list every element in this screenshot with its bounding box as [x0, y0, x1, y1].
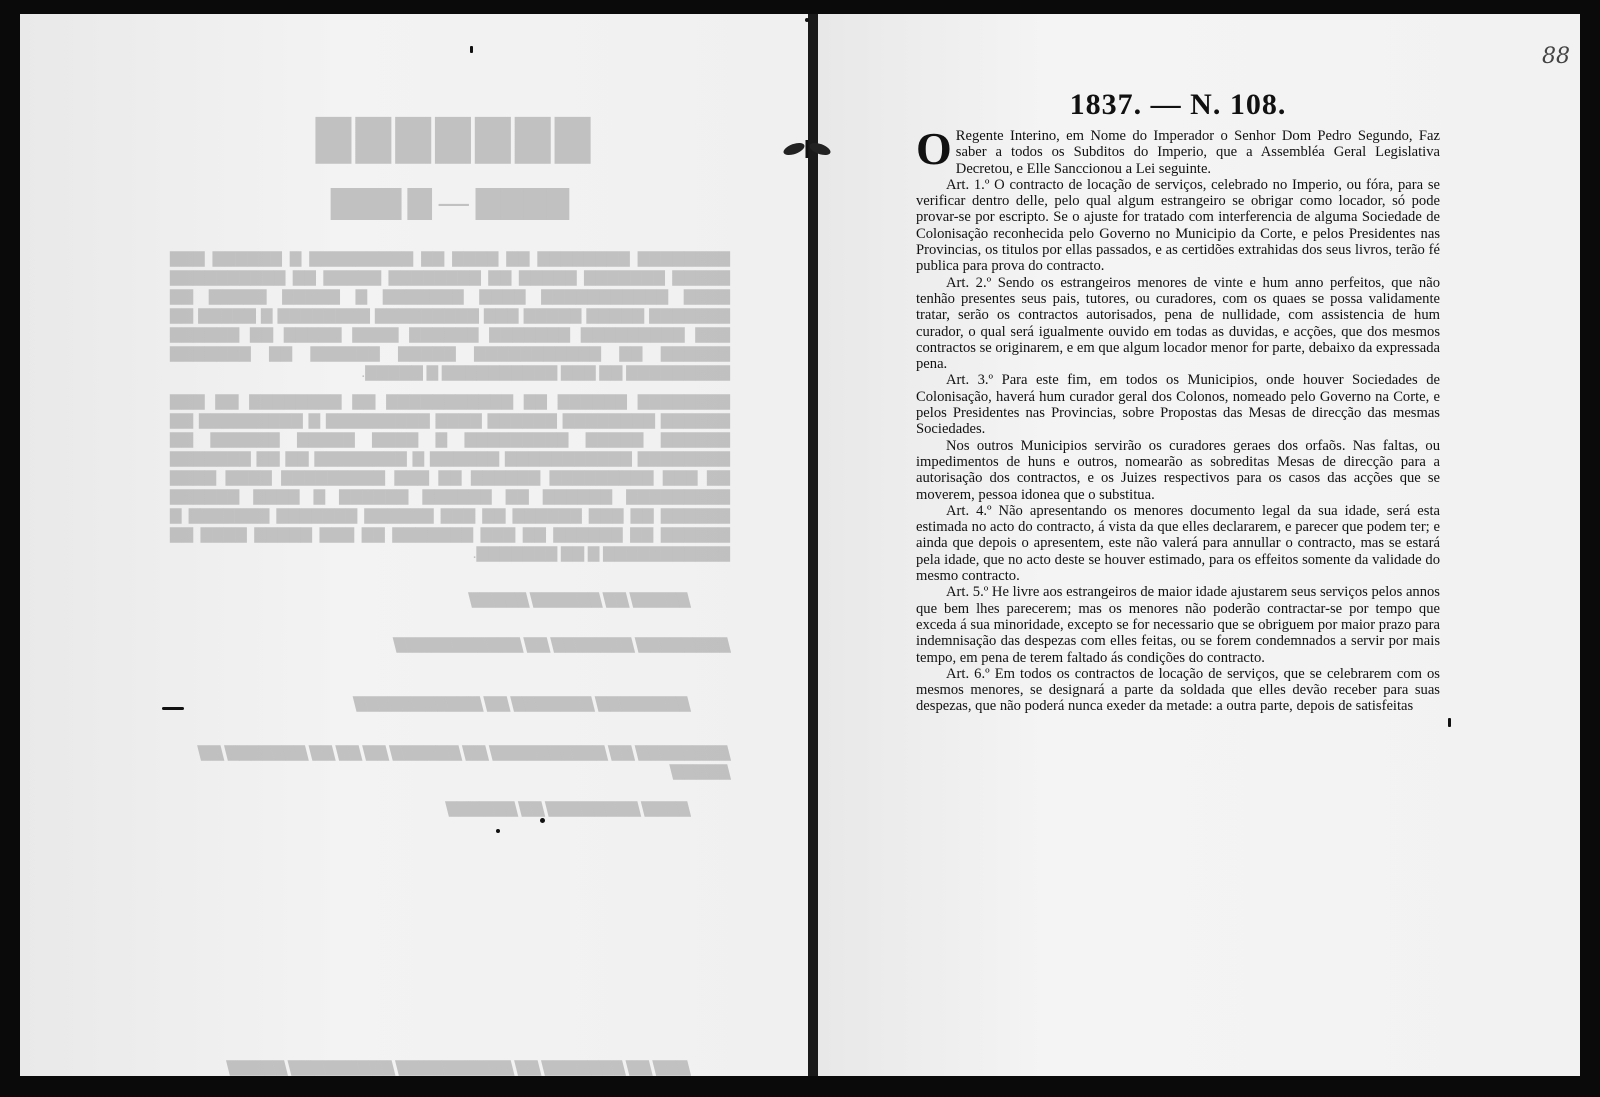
- intro-text: Regente Interino, em Nome do Imperador o Senhor Dom Pedro Segundo, Faz saber a todos os Subditos do Imperio, que a Assembléa Geral Legislativa Decretou, e Elle Sanccionou a Lei seguinte.: [955, 128, 1440, 177]
- ink-speck: [470, 46, 473, 53]
- dropcap-letter: O: [916, 123, 952, 174]
- decree-text: [916, 86, 1440, 715]
- binding-clip-icon: [782, 138, 832, 160]
- ink-speck: [162, 707, 184, 710]
- article-4: Art. 4.º Não apresentando os menores documento legal da sua idade, será esta estimada no acto do contracto, á vista da que elles declararem, e parecer que podem ter; e ainda que depois o apresentem, este não valerá para annullar o contracto, mas se estará pela idade, que no acto deste se houver estimado, para os effeitos somente da validade do mesmo contracto.: [916, 502, 1440, 585]
- bleed-through-text: ▇▇▇▇▇▇▇ ▇▇▇▇ — ▇ ▇▇▇ ▇▇▇▇▇▇▇▇ ▇▇▇▇▇▇▇▇ ▇▇ ▇▇▇▇ ▇▇ ▇▇▇▇▇▇▇▇▇ ▇ ▇▇▇▇▇▇ ▇▇▇ ▇▇▇▇▇ ▇▇▇▇▇▇▇ ▇▇▇▇▇ ▇▇ ▇▇▇▇▇▇▇▇ ▇▇▇▇▇ ▇▇ ▇▇▇▇▇▇▇▇▇▇ ▇▇▇▇ ▇▇▇▇▇▇▇▇▇▇▇ ▇▇▇▇ ▇▇▇▇▇▇▇ ▇ ▇▇▇▇▇ ▇▇▇▇▇ ▇▇ ▇▇▇▇▇▇▇ ▇▇▇▇▇ ▇▇▇▇▇ ▇▇▇ ▇▇▇▇▇▇▇▇▇ ▇▇▇▇▇▇▇▇ ▇ ▇▇▇▇▇ ▇▇ ▇▇▇ ▇▇▇▇▇▇▇▇▇ ▇▇▇▇▇▇▇ ▇▇▇▇▇▇ ▇▇▇▇ ▇▇▇▇▇ ▇▇ ▇▇▇▇▇▇ ▇▇▇▇▇▇ ▇▇ ▇▇▇▇▇▇▇▇▇▇▇ ▇▇▇▇▇ ▇▇▇▇▇▇ ▇▇ ▇▇▇▇▇▇▇ ▇▇▇▇▇▇▇▇▇ ▇▇ ▇▇▇ ▇▇▇▇▇▇▇▇▇▇ ▇ ▇▇▇▇▇. ▇▇▇▇▇▇▇▇ ▇▇▇▇▇▇ ▇▇ ▇▇▇▇▇▇▇▇▇▇▇ ▇▇ ▇▇▇▇▇▇▇▇ ▇▇ ▇▇▇ ▇▇▇▇▇▇ ▇▇▇▇▇▇▇▇ ▇▇▇▇▇▇ ▇▇▇▇ ▇▇▇▇▇▇▇▇▇ ▇ ▇▇▇▇▇▇▇▇▇ ▇▇ ▇▇▇▇▇▇ ▇▇▇▇▇ ▇▇▇▇▇▇▇▇▇ ▇ ▇▇▇▇ ▇▇▇▇▇ ▇▇▇▇▇▇ ▇▇ ▇▇▇▇▇▇▇▇ ▇▇▇▇▇▇▇▇▇▇▇ ▇▇▇▇▇▇ ▇ ▇▇▇▇▇▇▇▇ ▇▇ ▇▇ ▇▇▇▇▇▇▇ ▇▇ ▇▇▇ ▇▇▇▇▇▇▇▇▇ ▇▇▇▇▇▇ ▇▇ ▇▇▇ ▇▇▇▇▇▇▇▇▇ ▇▇▇▇ ▇▇▇▇ ▇▇▇▇▇▇▇▇▇ ▇▇▇▇▇▇ ▇▇ ▇▇▇▇▇▇ ▇▇▇▇▇▇ ▇ ▇▇▇▇ ▇▇▇▇▇▇ ▇▇▇▇▇▇ ▇▇ ▇▇▇ ▇▇▇▇▇▇ ▇▇ ▇▇▇ ▇▇▇▇▇▇ ▇▇▇▇▇▇▇ ▇▇▇▇▇▇▇ ▇ ▇▇▇▇▇▇ ▇▇ ▇▇▇▇▇▇ ▇▇ ▇▇▇ ▇▇▇▇▇▇▇ ▇▇ ▇▇▇ ▇▇▇▇▇ ▇▇▇▇ ▇▇ ▇▇▇▇▇▇▇▇▇▇▇ ▇ ▇▇ ▇▇▇▇▇▇▇. ▇▇▇▇▇ ▇▇ ▇▇▇▇▇▇ ▇▇▇▇▇ ▇▇▇▇▇▇▇▇ ▇▇▇▇▇▇▇ ▇▇ ▇▇▇▇▇▇▇▇▇▇▇ ▇▇▇▇▇▇▇▇ ▇▇▇▇▇▇▇ ▇▇ ▇▇▇▇▇▇▇▇▇▇▇ ▇▇▇▇▇▇▇▇ ▇▇ ▇▇▇▇▇▇▇▇▇▇ ▇▇ ▇▇▇▇▇▇ ▇▇ ▇▇ ▇▇ ▇▇▇▇▇▇▇ ▇▇ ▇▇▇▇▇ ▇▇▇▇ ▇▇▇▇▇▇▇▇ ▇▇ ▇▇▇▇▇▇ ▇▇▇ ▇▇ ▇▇▇▇▇▇▇ ▇▇ ▇▇▇▇▇▇▇▇▇▇ ▇▇▇▇▇▇▇▇▇ ▇▇▇▇▇: [170, 113, 730, 1076]
- article-6: Art. 6.º Em todos os contractos de locação de serviços, que se celebrarem com os mesmos menores, se designará a parte da soldada que elles devão receber para suas despezas, que não poderá nunca exeder da metade: a outra parte, depois de satisfeitas: [916, 665, 1440, 715]
- left-page: [20, 14, 810, 1076]
- article-1: Art. 1.º O contracto de locação de serviços, celebrado no Imperio, ou fóra, para se verificar dentro delle, pelo qual algum estrangeiro se obrigar como locador, só pode provar-se por escripto. Se o ajuste for tratado com interferencia de alguma Sociedade de Colonisação reconhecida pelo Governo no Municipio da Corte, e pelos Presidentes nas Provincias, os titulos por ellas passados, e as certidões extrahidas dos seus livros, terão fé publica para prova do contracto.: [916, 176, 1440, 275]
- decree-intro: [916, 123, 1440, 177]
- decree-heading: 1837. — N. 108.: [1069, 88, 1287, 121]
- binding-gutter: [808, 14, 818, 1076]
- ink-speck: [1448, 718, 1451, 727]
- ink-speck: [805, 18, 809, 22]
- article-2: Art. 2.º Sendo os estrangeiros menores de vinte e hum anno perfeitos, que não tenhão presentes seus pais, tutores, ou curadores, com os quaes se possa validamente tratar, serão os contractos autorisados, pena de nullidade, com assistencia de hum curador, o qual será igualmente ouvido em todas as duvidas, e acções, que dos mesmos contractos se originarem, e em que algum locador menor for parte, debaixo da expressada pena.: [916, 274, 1440, 373]
- article-3-paragraph-2: Nos outros Municipios servirão os curadores geraes dos orfaõs. Nas faltas, ou impedimentos de huns e outros, nomearão as sobreditas Mesas de direcção para a autorisação dos contractos, e os Juizes respectivos para os casos das acções que se moverem, pessoa idonea que o substitua.: [916, 437, 1440, 503]
- ink-speck: [540, 818, 545, 823]
- article-5: Art. 5.º He livre aos estrangeiros de maior idade ajustarem seus serviços pelos annos que bem lhes parecerem; mas os menores não poderão contractar-se por tempo que exceda á sua minoridade, excepto se for necessario que se obriguem por maior prazo para indemnisação das despezas com elles feitas, ou se forem condemnados a servir por mais tempo, em pena de terem faltado ás condições do contracto.: [916, 584, 1440, 666]
- article-3: Art. 3.º Para este fim, em todos os Municipios, onde houver Sociedades de Colonisação, haverá hum curador geral dos Colonos, nomeado pelo Governo na Corte, e pelos Presidentes nas Provincias, sobre Propostas das Mesas de direcção das mesmas Sociedades.: [916, 372, 1440, 438]
- ink-speck: [496, 829, 500, 833]
- folio-number: 88: [1542, 44, 1570, 69]
